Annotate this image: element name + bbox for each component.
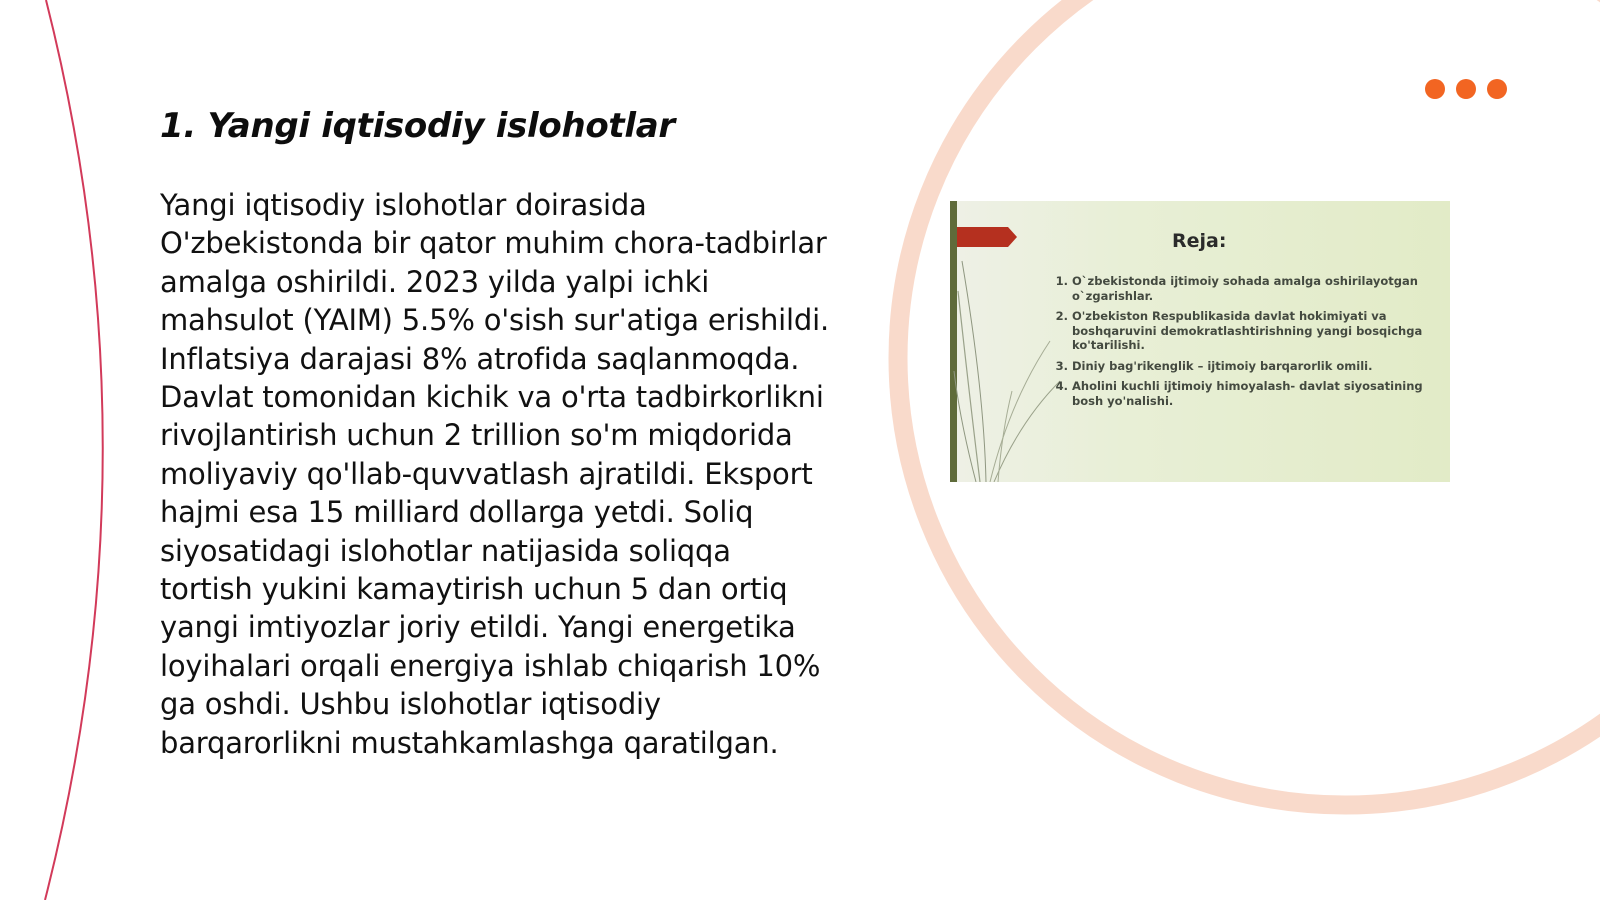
- slide-body-text: Yangi iqtisodiy islohotlar doirasida O'zbekistonda bir qator muhim chora-tadbirlar amalga oshirildi. 2023 yilda yalpi ichki mahsulot (YAIM) 5.5% o'sish sur'atiga erishildi. Inflatsiya darajasi 8% atrofida saqlanmoqda. Davlat tomonidan kichik va o'rta tadbirkorlikni rivojlantirish uchun 2 trillion so'm miqdorida moliyaviy qo'llab-quvvatlash ajratildi. Eksport hajmi esa 15 milliard dollarga yetdi. Soliq siyosatidagi islohotlar natijasida soliqqa tortish yukini kamaytirish uchun 5 dan ortiq yangi imtiyozlar joriy etildi. Yangi energetika loyihalari orqali energiya ishlab chiqarish 10% ga oshdi. Ushbu islohotlar iqtisodiy barqarorlikni mustahkamlashga qaratilgan.: [160, 188, 829, 760]
- card-heading: Reja:: [1172, 230, 1227, 252]
- list-item: 2. O'zbekiston Respublikasida davlat hokimiyati va boshqaruvini demokratlashtirishning yangi bosqichga ko'tarilishi.: [1072, 309, 1432, 353]
- list-item: 4. Aholini kuchli ijtimoiy himoyalash- davlat siyosatining bosh yo'nalishi.: [1072, 379, 1432, 408]
- list-item: 3. Diniy bag'rikenglik – ijtimoiy barqarorlik omili.: [1072, 359, 1432, 374]
- left-red-curve: [45, 0, 103, 900]
- dot-icon: [1425, 79, 1445, 99]
- dot-icon: [1487, 79, 1507, 99]
- three-dots-icon: [1425, 79, 1507, 99]
- slide-title: 1. Yangi iqtisodiy islohotlar: [160, 106, 675, 146]
- list-item: 1. O`zbekistonda ijtimoiy sohada amalga oshirilayotgan o`zgarishlar.: [1072, 274, 1432, 303]
- dot-icon: [1456, 79, 1476, 99]
- embedded-slide-image: [950, 201, 1450, 482]
- card-list: [1052, 274, 1432, 414]
